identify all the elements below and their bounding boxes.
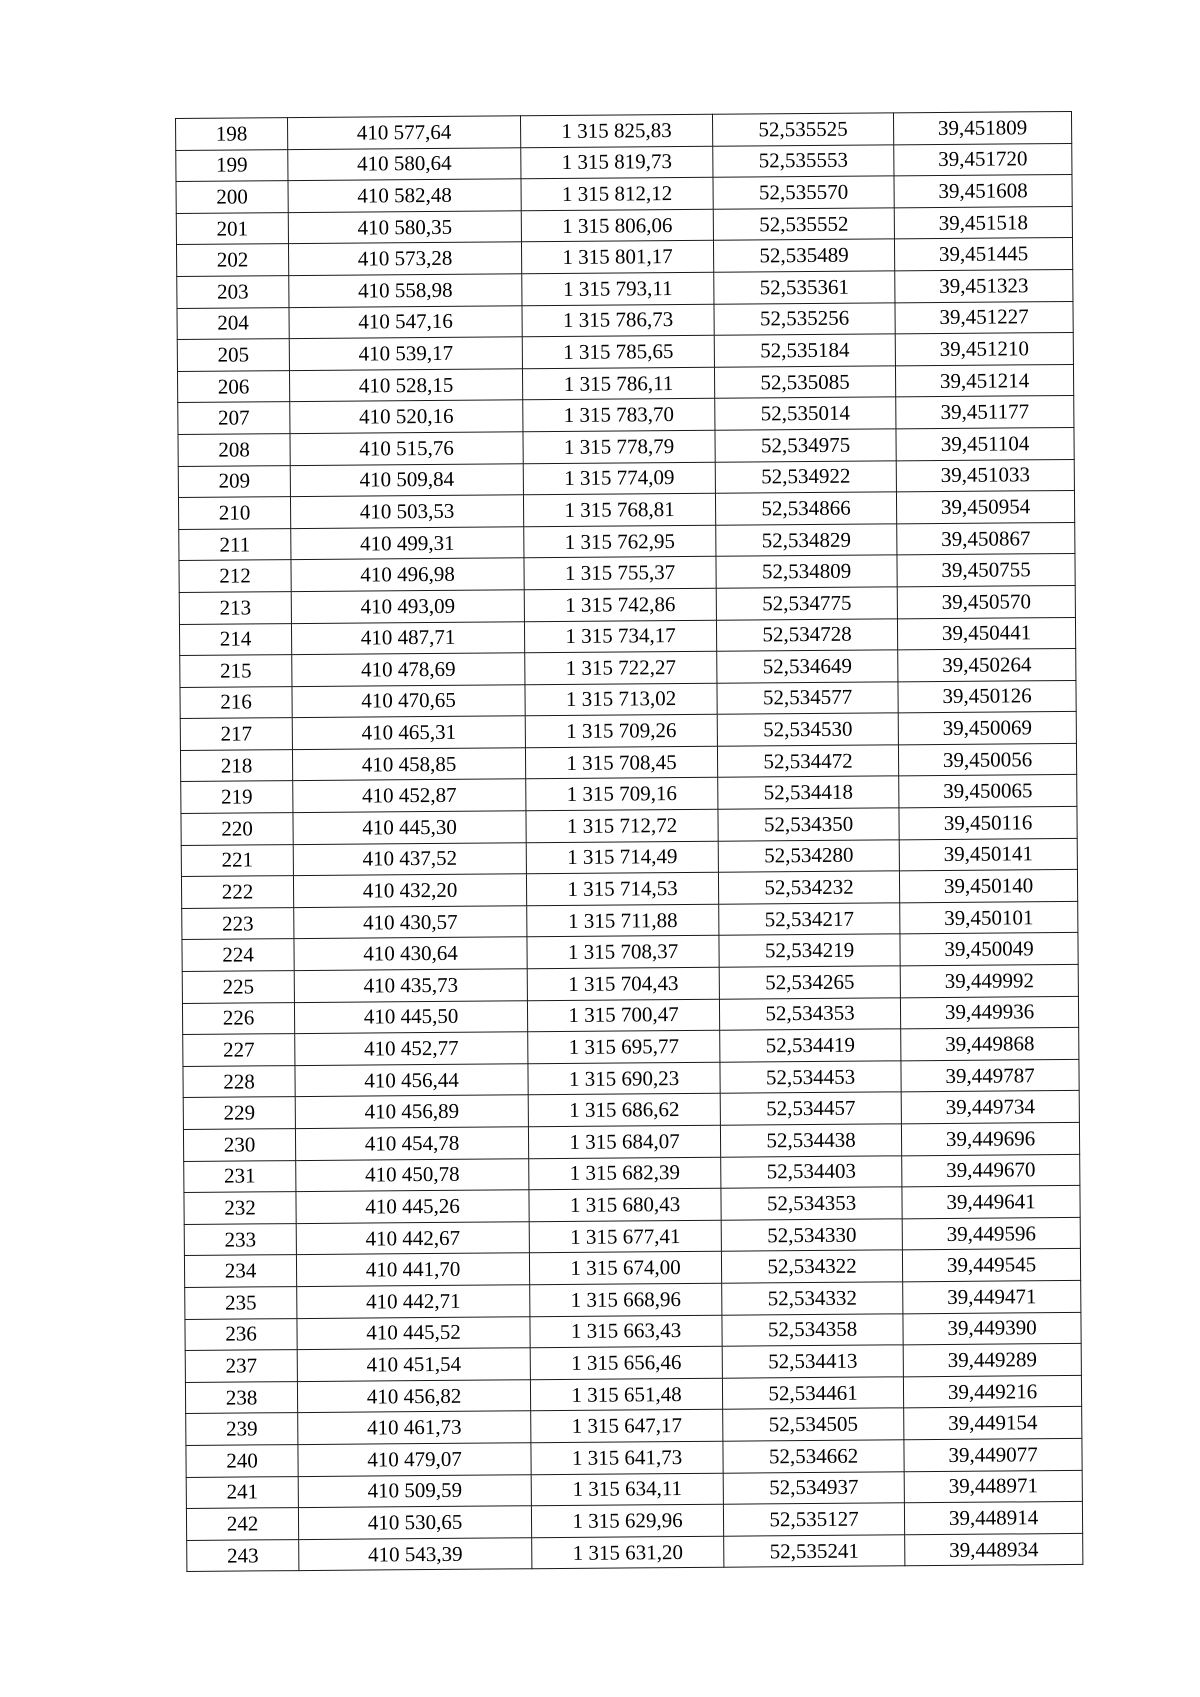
x-coordinate-cell: 410 582,48 bbox=[288, 179, 521, 212]
y-coordinate-cell: 1 315 700,47 bbox=[527, 999, 719, 1032]
longitude-cell: 39,451518 bbox=[894, 206, 1072, 239]
latitude-cell: 52,534438 bbox=[720, 1124, 901, 1157]
y-coordinate-cell: 1 315 793,11 bbox=[522, 272, 714, 305]
point-number-cell: 217 bbox=[180, 718, 292, 750]
y-coordinate-cell: 1 315 785,65 bbox=[522, 335, 714, 368]
x-coordinate-cell: 410 430,64 bbox=[294, 937, 527, 970]
point-number-cell: 199 bbox=[176, 149, 288, 181]
longitude-cell: 39,449936 bbox=[900, 996, 1078, 1029]
longitude-cell: 39,449868 bbox=[901, 1028, 1079, 1061]
y-coordinate-cell: 1 315 647,17 bbox=[531, 1410, 723, 1443]
point-number-cell: 237 bbox=[185, 1350, 297, 1382]
point-number-cell: 210 bbox=[178, 497, 290, 529]
longitude-cell: 39,449670 bbox=[902, 1154, 1080, 1187]
longitude-cell: 39,449289 bbox=[903, 1344, 1081, 1377]
longitude-cell: 39,449471 bbox=[903, 1280, 1081, 1313]
y-coordinate-cell: 1 315 631,20 bbox=[532, 1536, 724, 1569]
latitude-cell: 52,534922 bbox=[715, 460, 896, 493]
point-number-cell: 238 bbox=[185, 1381, 297, 1413]
longitude-cell: 39,450867 bbox=[897, 522, 1075, 555]
x-coordinate-cell: 410 520,16 bbox=[290, 400, 523, 433]
y-coordinate-cell: 1 315 677,41 bbox=[529, 1220, 721, 1253]
y-coordinate-cell: 1 315 714,49 bbox=[526, 841, 718, 874]
x-coordinate-cell: 410 539,17 bbox=[289, 337, 522, 370]
y-coordinate-cell: 1 315 712,72 bbox=[526, 809, 718, 842]
latitude-cell: 52,534358 bbox=[722, 1313, 903, 1346]
y-coordinate-cell: 1 315 714,53 bbox=[526, 873, 718, 906]
x-coordinate-cell: 410 530,65 bbox=[298, 1506, 531, 1539]
latitude-cell: 52,534461 bbox=[722, 1377, 903, 1410]
latitude-cell: 52,534419 bbox=[720, 1029, 901, 1062]
x-coordinate-cell: 410 543,39 bbox=[299, 1537, 532, 1570]
longitude-cell: 39,449154 bbox=[904, 1407, 1082, 1440]
x-coordinate-cell: 410 577,64 bbox=[288, 116, 521, 149]
latitude-cell: 52,534775 bbox=[716, 587, 897, 620]
latitude-cell: 52,535525 bbox=[712, 113, 893, 146]
latitude-cell: 52,534332 bbox=[722, 1282, 903, 1315]
point-number-cell: 232 bbox=[184, 1192, 296, 1224]
longitude-cell: 39,449545 bbox=[902, 1249, 1080, 1282]
x-coordinate-cell: 410 493,09 bbox=[291, 590, 524, 623]
longitude-cell: 39,449787 bbox=[901, 1059, 1079, 1092]
longitude-cell: 39,449216 bbox=[903, 1375, 1081, 1408]
point-number-cell: 212 bbox=[179, 560, 291, 592]
latitude-cell: 52,534937 bbox=[723, 1471, 904, 1504]
longitude-cell: 39,450954 bbox=[896, 491, 1074, 524]
longitude-cell: 39,451720 bbox=[894, 143, 1072, 176]
y-coordinate-cell: 1 315 651,48 bbox=[530, 1378, 722, 1411]
point-number-cell: 235 bbox=[185, 1287, 297, 1319]
point-number-cell: 243 bbox=[187, 1539, 299, 1571]
point-number-cell: 224 bbox=[182, 939, 294, 971]
point-number-cell: 231 bbox=[184, 1160, 296, 1192]
longitude-cell: 39,451104 bbox=[896, 427, 1074, 460]
latitude-cell: 52,534505 bbox=[723, 1408, 904, 1441]
x-coordinate-cell: 410 451,54 bbox=[297, 1348, 530, 1381]
x-coordinate-cell: 410 499,31 bbox=[291, 526, 524, 559]
longitude-cell: 39,449696 bbox=[901, 1122, 1079, 1155]
x-coordinate-cell: 410 573,28 bbox=[288, 242, 521, 275]
x-coordinate-cell: 410 454,78 bbox=[295, 1127, 528, 1160]
point-number-cell: 204 bbox=[177, 307, 289, 339]
y-coordinate-cell: 1 315 708,45 bbox=[525, 746, 717, 779]
x-coordinate-cell: 410 515,76 bbox=[290, 432, 523, 465]
longitude-cell: 39,450065 bbox=[899, 775, 1077, 808]
latitude-cell: 52,534219 bbox=[719, 934, 900, 967]
point-number-cell: 209 bbox=[178, 465, 290, 497]
point-number-cell: 201 bbox=[176, 212, 288, 244]
point-number-cell: 200 bbox=[176, 181, 288, 213]
x-coordinate-cell: 410 465,31 bbox=[292, 716, 525, 749]
latitude-cell: 52,534453 bbox=[720, 1061, 901, 1094]
x-coordinate-cell: 410 442,71 bbox=[297, 1285, 530, 1318]
longitude-cell: 39,451033 bbox=[896, 459, 1074, 492]
latitude-cell: 52,534350 bbox=[718, 808, 899, 841]
y-coordinate-cell: 1 315 704,43 bbox=[527, 967, 719, 1000]
y-coordinate-cell: 1 315 778,79 bbox=[523, 430, 715, 463]
y-coordinate-cell: 1 315 825,83 bbox=[520, 114, 712, 147]
x-coordinate-cell: 410 470,65 bbox=[292, 684, 525, 717]
longitude-cell: 39,450755 bbox=[897, 554, 1075, 587]
longitude-cell: 39,450441 bbox=[897, 617, 1075, 650]
latitude-cell: 52,535489 bbox=[713, 239, 894, 272]
longitude-cell: 39,451445 bbox=[894, 238, 1072, 271]
x-coordinate-cell: 410 458,85 bbox=[292, 748, 525, 781]
y-coordinate-cell: 1 315 742,86 bbox=[524, 588, 716, 621]
longitude-cell: 39,450264 bbox=[898, 649, 1076, 682]
longitude-cell: 39,450570 bbox=[897, 585, 1075, 618]
point-number-cell: 223 bbox=[182, 907, 294, 939]
latitude-cell: 52,534662 bbox=[723, 1440, 904, 1473]
y-coordinate-cell: 1 315 686,62 bbox=[528, 1094, 720, 1127]
point-number-cell: 236 bbox=[185, 1318, 297, 1350]
x-coordinate-cell: 410 509,84 bbox=[290, 463, 523, 496]
point-number-cell: 240 bbox=[186, 1445, 298, 1477]
y-coordinate-cell: 1 315 806,06 bbox=[521, 209, 713, 242]
longitude-cell: 39,450101 bbox=[900, 901, 1078, 934]
x-coordinate-cell: 410 528,15 bbox=[289, 369, 522, 402]
point-number-cell: 229 bbox=[183, 1097, 295, 1129]
point-number-cell: 211 bbox=[179, 528, 291, 560]
y-coordinate-cell: 1 315 684,07 bbox=[528, 1125, 720, 1158]
longitude-cell: 39,449992 bbox=[900, 964, 1078, 997]
x-coordinate-cell: 410 558,98 bbox=[289, 274, 522, 307]
scanned-page bbox=[175, 111, 1082, 1572]
latitude-cell: 52,534280 bbox=[718, 839, 899, 872]
latitude-cell: 52,535361 bbox=[714, 271, 895, 304]
x-coordinate-cell: 410 547,16 bbox=[289, 305, 522, 338]
table-row bbox=[187, 1533, 1083, 1572]
point-number-cell: 220 bbox=[181, 813, 293, 845]
latitude-cell: 52,534353 bbox=[719, 997, 900, 1030]
point-number-cell: 215 bbox=[180, 655, 292, 687]
x-coordinate-cell: 410 503,53 bbox=[290, 495, 523, 528]
y-coordinate-cell: 1 315 674,00 bbox=[529, 1252, 721, 1285]
longitude-cell: 39,451608 bbox=[894, 175, 1072, 208]
longitude-cell: 39,450116 bbox=[899, 807, 1077, 840]
latitude-cell: 52,534413 bbox=[722, 1345, 903, 1378]
latitude-cell: 52,535184 bbox=[714, 334, 895, 367]
coordinates-table bbox=[175, 111, 1083, 1572]
x-coordinate-cell: 410 437,52 bbox=[293, 842, 526, 875]
point-number-cell: 205 bbox=[177, 339, 289, 371]
latitude-cell: 52,534649 bbox=[717, 650, 898, 683]
x-coordinate-cell: 410 442,67 bbox=[296, 1222, 529, 1255]
point-number-cell: 202 bbox=[176, 244, 288, 276]
point-number-cell: 206 bbox=[177, 370, 289, 402]
y-coordinate-cell: 1 315 734,17 bbox=[524, 620, 716, 653]
latitude-cell: 52,534472 bbox=[717, 745, 898, 778]
longitude-cell: 39,451323 bbox=[895, 269, 1073, 302]
x-coordinate-cell: 410 456,44 bbox=[295, 1064, 528, 1097]
y-coordinate-cell: 1 315 695,77 bbox=[528, 1030, 720, 1063]
point-number-cell: 241 bbox=[186, 1476, 298, 1508]
point-number-cell: 203 bbox=[177, 276, 289, 308]
point-number-cell: 216 bbox=[180, 686, 292, 718]
y-coordinate-cell: 1 315 709,26 bbox=[525, 715, 717, 748]
point-number-cell: 234 bbox=[184, 1255, 296, 1287]
latitude-cell: 52,534457 bbox=[720, 1092, 901, 1125]
point-number-cell: 230 bbox=[183, 1129, 295, 1161]
y-coordinate-cell: 1 315 762,95 bbox=[524, 525, 716, 558]
point-number-cell: 228 bbox=[183, 1065, 295, 1097]
x-coordinate-cell: 410 456,82 bbox=[297, 1379, 530, 1412]
latitude-cell: 52,534403 bbox=[721, 1155, 902, 1188]
y-coordinate-cell: 1 315 629,96 bbox=[531, 1504, 723, 1537]
y-coordinate-cell: 1 315 680,43 bbox=[529, 1188, 721, 1221]
y-coordinate-cell: 1 315 812,12 bbox=[521, 177, 713, 210]
x-coordinate-cell: 410 478,69 bbox=[292, 653, 525, 686]
point-number-cell: 226 bbox=[182, 1002, 294, 1034]
x-coordinate-cell: 410 580,64 bbox=[288, 147, 521, 180]
y-coordinate-cell: 1 315 690,23 bbox=[528, 1062, 720, 1095]
coordinates-table-body bbox=[176, 111, 1083, 1571]
x-coordinate-cell: 410 580,35 bbox=[288, 211, 521, 244]
point-number-cell: 219 bbox=[181, 781, 293, 813]
longitude-cell: 39,449641 bbox=[902, 1186, 1080, 1219]
y-coordinate-cell: 1 315 713,02 bbox=[525, 683, 717, 716]
longitude-cell: 39,449596 bbox=[902, 1217, 1080, 1250]
latitude-cell: 52,535241 bbox=[724, 1535, 905, 1568]
longitude-cell: 39,448934 bbox=[905, 1533, 1083, 1566]
x-coordinate-cell: 410 509,59 bbox=[298, 1474, 531, 1507]
y-coordinate-cell: 1 315 786,11 bbox=[522, 367, 714, 400]
point-number-cell: 214 bbox=[179, 623, 291, 655]
point-number-cell: 198 bbox=[176, 118, 288, 150]
latitude-cell: 52,535085 bbox=[714, 366, 895, 399]
x-coordinate-cell: 410 452,77 bbox=[295, 1032, 528, 1065]
y-coordinate-cell: 1 315 786,73 bbox=[522, 304, 714, 337]
latitude-cell: 52,534330 bbox=[721, 1219, 902, 1252]
latitude-cell: 52,534728 bbox=[716, 618, 897, 651]
x-coordinate-cell: 410 479,07 bbox=[298, 1443, 531, 1476]
point-number-cell: 225 bbox=[182, 971, 294, 1003]
y-coordinate-cell: 1 315 668,96 bbox=[530, 1283, 722, 1316]
y-coordinate-cell: 1 315 708,37 bbox=[527, 936, 719, 969]
latitude-cell: 52,534232 bbox=[718, 871, 899, 904]
x-coordinate-cell: 410 445,52 bbox=[297, 1316, 530, 1349]
latitude-cell: 52,534265 bbox=[719, 966, 900, 999]
latitude-cell: 52,534530 bbox=[717, 713, 898, 746]
point-number-cell: 213 bbox=[179, 592, 291, 624]
latitude-cell: 52,534975 bbox=[715, 429, 896, 462]
latitude-cell: 52,534353 bbox=[721, 1187, 902, 1220]
latitude-cell: 52,534866 bbox=[715, 492, 896, 525]
point-number-cell: 222 bbox=[181, 876, 293, 908]
longitude-cell: 39,451214 bbox=[895, 364, 1073, 397]
longitude-cell: 39,450126 bbox=[898, 680, 1076, 713]
x-coordinate-cell: 410 461,73 bbox=[298, 1411, 531, 1444]
longitude-cell: 39,449734 bbox=[901, 1091, 1079, 1124]
y-coordinate-cell: 1 315 641,73 bbox=[531, 1441, 723, 1474]
latitude-cell: 52,534418 bbox=[718, 776, 899, 809]
x-coordinate-cell: 410 445,30 bbox=[293, 811, 526, 844]
y-coordinate-cell: 1 315 711,88 bbox=[527, 904, 719, 937]
point-number-cell: 242 bbox=[186, 1508, 298, 1540]
latitude-cell: 52,535256 bbox=[714, 302, 895, 335]
point-number-cell: 227 bbox=[183, 1034, 295, 1066]
latitude-cell: 52,535553 bbox=[713, 144, 894, 177]
latitude-cell: 52,535552 bbox=[713, 208, 894, 241]
latitude-cell: 52,534809 bbox=[716, 555, 897, 588]
longitude-cell: 39,450056 bbox=[898, 743, 1076, 776]
y-coordinate-cell: 1 315 709,16 bbox=[526, 778, 718, 811]
longitude-cell: 39,451210 bbox=[895, 333, 1073, 366]
x-coordinate-cell: 410 430,57 bbox=[294, 906, 527, 939]
point-number-cell: 208 bbox=[178, 434, 290, 466]
x-coordinate-cell: 410 452,87 bbox=[293, 779, 526, 812]
longitude-cell: 39,451809 bbox=[893, 111, 1071, 144]
longitude-cell: 39,451227 bbox=[895, 301, 1073, 334]
y-coordinate-cell: 1 315 768,81 bbox=[523, 493, 715, 526]
y-coordinate-cell: 1 315 801,17 bbox=[521, 241, 713, 274]
y-coordinate-cell: 1 315 819,73 bbox=[521, 146, 713, 179]
x-coordinate-cell: 410 496,98 bbox=[291, 558, 524, 591]
longitude-cell: 39,450141 bbox=[899, 838, 1077, 871]
point-number-cell: 221 bbox=[181, 844, 293, 876]
y-coordinate-cell: 1 315 755,37 bbox=[524, 557, 716, 590]
longitude-cell: 39,450069 bbox=[898, 712, 1076, 745]
x-coordinate-cell: 410 450,78 bbox=[296, 1158, 529, 1191]
y-coordinate-cell: 1 315 722,27 bbox=[525, 651, 717, 684]
y-coordinate-cell: 1 315 774,09 bbox=[523, 462, 715, 495]
latitude-cell: 52,534322 bbox=[721, 1250, 902, 1283]
longitude-cell: 39,448971 bbox=[904, 1470, 1082, 1503]
x-coordinate-cell: 410 445,26 bbox=[296, 1190, 529, 1223]
x-coordinate-cell: 410 435,73 bbox=[294, 969, 527, 1002]
x-coordinate-cell: 410 441,70 bbox=[296, 1253, 529, 1286]
point-number-cell: 233 bbox=[184, 1223, 296, 1255]
latitude-cell: 52,534829 bbox=[716, 524, 897, 557]
point-number-cell: 239 bbox=[186, 1413, 298, 1445]
y-coordinate-cell: 1 315 634,11 bbox=[531, 1473, 723, 1506]
x-coordinate-cell: 410 445,50 bbox=[294, 1000, 527, 1033]
longitude-cell: 39,449077 bbox=[904, 1438, 1082, 1471]
x-coordinate-cell: 410 456,89 bbox=[295, 1095, 528, 1128]
y-coordinate-cell: 1 315 656,46 bbox=[530, 1346, 722, 1379]
point-number-cell: 218 bbox=[180, 749, 292, 781]
latitude-cell: 52,534217 bbox=[719, 903, 900, 936]
y-coordinate-cell: 1 315 682,39 bbox=[529, 1157, 721, 1190]
latitude-cell: 52,535127 bbox=[723, 1503, 904, 1536]
longitude-cell: 39,449390 bbox=[903, 1312, 1081, 1345]
latitude-cell: 52,535014 bbox=[715, 397, 896, 430]
longitude-cell: 39,451177 bbox=[896, 396, 1074, 429]
x-coordinate-cell: 410 487,71 bbox=[291, 621, 524, 654]
y-coordinate-cell: 1 315 783,70 bbox=[523, 399, 715, 432]
latitude-cell: 52,534577 bbox=[717, 682, 898, 715]
longitude-cell: 39,448914 bbox=[904, 1502, 1082, 1535]
longitude-cell: 39,450140 bbox=[899, 870, 1077, 903]
y-coordinate-cell: 1 315 663,43 bbox=[530, 1315, 722, 1348]
latitude-cell: 52,535570 bbox=[713, 176, 894, 209]
x-coordinate-cell: 410 432,20 bbox=[293, 874, 526, 907]
longitude-cell: 39,450049 bbox=[900, 933, 1078, 966]
point-number-cell: 207 bbox=[178, 402, 290, 434]
